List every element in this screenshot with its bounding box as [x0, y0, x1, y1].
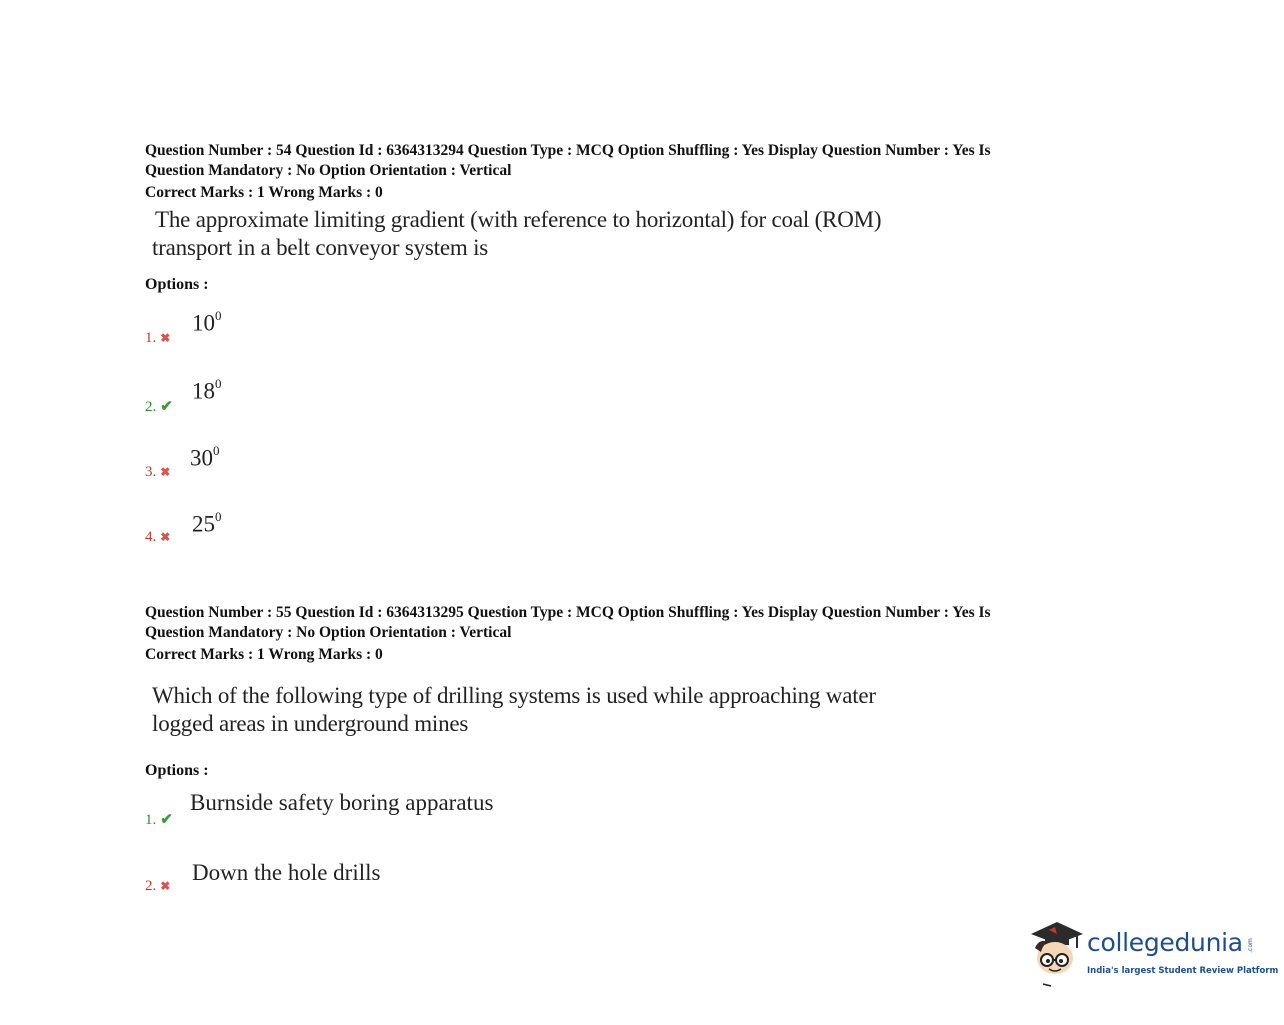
question-text-line: logged areas in underground mines [152, 711, 469, 736]
options-label: Options : [145, 762, 209, 779]
option-number [145, 810, 173, 829]
question-text [152, 682, 952, 738]
option-index: 2. [145, 399, 157, 415]
question-meta-line: Question Mandatory : No Option Orientation : Vertical [145, 162, 512, 179]
option-text[interactable] [192, 378, 222, 405]
check-icon: ✔ [160, 812, 173, 828]
question-meta-line: Question Number : 54 Question Id : 6364313294 Question Type : MCQ Option Shuffling : Yes Display Question Number : Yes Is [145, 142, 991, 159]
option-superscript: 0 [215, 509, 222, 524]
option-value: 30 [190, 445, 213, 471]
question-meta [145, 141, 1105, 181]
option-index: 4. [145, 529, 157, 545]
marks-info: Correct Marks : 1 Wrong Marks : 0 [145, 646, 383, 663]
question-text-line: The approximate limiting gradient (with reference to horizontal) for coal (ROM) [155, 207, 882, 232]
option-index: 2. [145, 878, 157, 894]
question-meta [145, 603, 1105, 643]
check-icon: ✔ [160, 399, 173, 415]
question-meta-line: Question Mandatory : No Option Orientation : Vertical [145, 624, 512, 641]
cross-icon: ✖ [160, 465, 171, 479]
cross-icon: ✖ [160, 879, 171, 893]
option-text[interactable] [192, 511, 222, 538]
option-text[interactable] [192, 310, 222, 337]
option-index: 1. [145, 812, 157, 828]
option-value: 10 [192, 310, 215, 336]
option-superscript: 0 [215, 308, 222, 323]
option-number [145, 878, 170, 895]
option-number [145, 397, 173, 416]
cross-icon: ✖ [160, 331, 171, 345]
option-text[interactable] [190, 445, 220, 472]
question-text [152, 206, 952, 262]
logo-tagline: India's largest Student Review Platform [1087, 966, 1279, 976]
option-number [145, 330, 170, 347]
mascot-icon [1025, 918, 1085, 988]
option-number [145, 464, 170, 481]
option-number [145, 529, 170, 546]
logo-wordmark: collegedunia [1087, 928, 1243, 957]
cross-icon: ✖ [160, 530, 171, 544]
option-superscript: 0 [213, 443, 220, 458]
option-superscript: 0 [215, 376, 222, 391]
option-index: 3. [145, 464, 157, 480]
marks-info: Correct Marks : 1 Wrong Marks : 0 [145, 184, 383, 201]
question-text-line: Which of the following type of drilling systems is used while approaching water [152, 683, 876, 708]
question-text-line: transport in a belt conveyor system is [152, 235, 489, 260]
question-meta-line: Question Number : 55 Question Id : 6364313295 Question Type : MCQ Option Shuffling : Yes Display Question Number : Yes Is [145, 604, 991, 621]
option-value: 18 [192, 378, 215, 404]
option-index: 1. [145, 330, 157, 346]
options-label: Options : [145, 276, 209, 293]
option-text[interactable]: Burnside safety boring apparatus [190, 790, 494, 815]
logo-suffix: .com [1246, 938, 1254, 953]
option-value: 25 [192, 511, 215, 537]
option-text[interactable]: Down the hole drills [192, 860, 381, 885]
